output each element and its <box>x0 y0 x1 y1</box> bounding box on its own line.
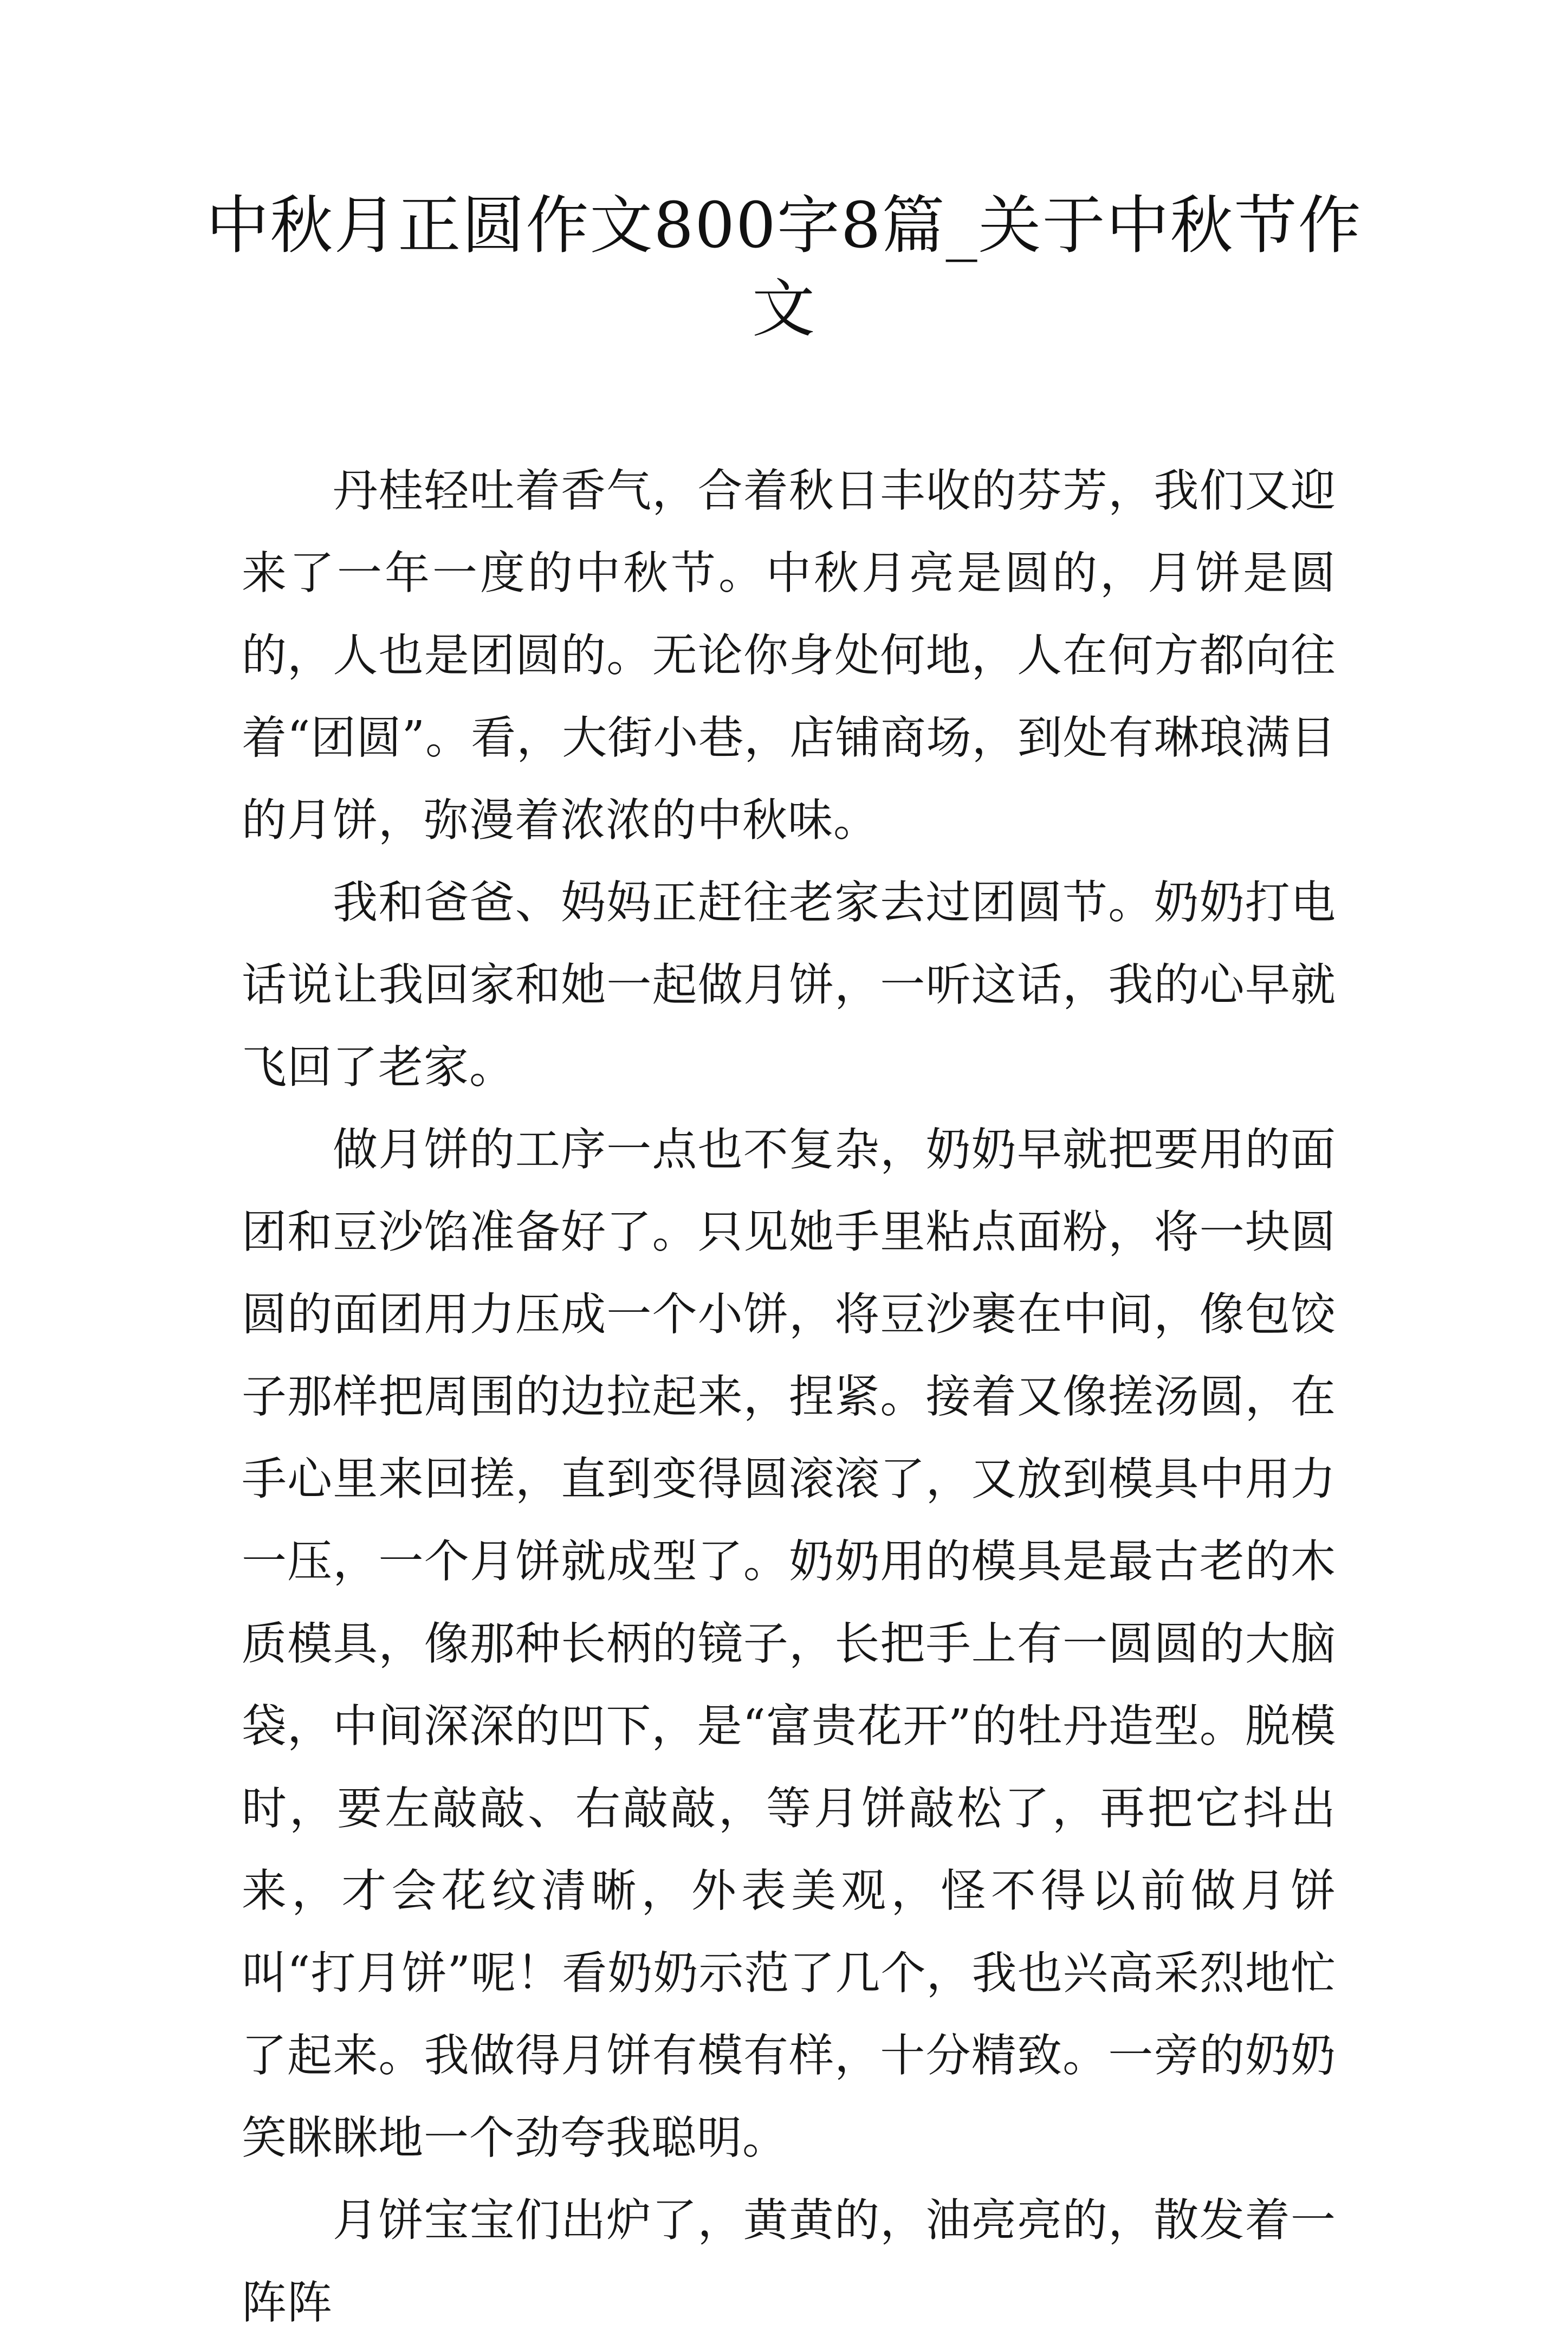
document-title: 中秋月正圆作文800字8篇_关于中秋节作文 <box>206 189 1362 346</box>
paragraph-1: 丹桂轻吐着香气，合着秋日丰收的芬芳，我们又迎来了一年一度的中秋节。中秋月亮是圆的，月饼是圆的，人也是团圆的。无论你身处何地，人在何方都向往着“团圆”。看，大街小巷，店铺商场，到处有琳琅满目的月饼，弥漫着浓浓的中秋味。 <box>242 464 1336 846</box>
paragraph-4: 月饼宝宝们出炉了，黄黄的，油亮亮的，散发着一阵阵 <box>242 2194 1336 2329</box>
document-body <box>242 450 1336 2344</box>
paragraph-2: 我和爸爸、妈妈正赶往老家去过团圆节。奶奶打电话说让我回家和她一起做月饼，一听这话，我的心早就飞回了老家。 <box>242 876 1336 1093</box>
paragraph-3: 做月饼的工序一点也不复杂，奶奶早就把要用的面团和豆沙馅准备好了。只见她手里粘点面粉，将一块圆圆的面团用力压成一个小饼，将豆沙裹在中间，像包饺子那样把周围的边拉起来，捏紧。接着又像搓汤圆，在手心里来回搓，直到变得圆滚滚了，又放到模具中用力一压，一个月饼就成型了。奶奶用的模具是最古老的木质模具，像那种长柄的镜子，长把手上有一圆圆的大脑袋，中间深深的凹下，是“富贵花开”的牡丹造型。脱模时，要左敲敲、右敲敲，等月饼敲松了，再把它抖出来，才会花纹清晰，外表美观，怪不得以前做月饼叫“打月饼”呢！看奶奶示范了几个，我也兴高采烈地忙了起来。我做得月饼有模有样，十分精致。一旁的奶奶笑眯眯地一个劲夸我聪明。 <box>242 1123 1336 2164</box>
